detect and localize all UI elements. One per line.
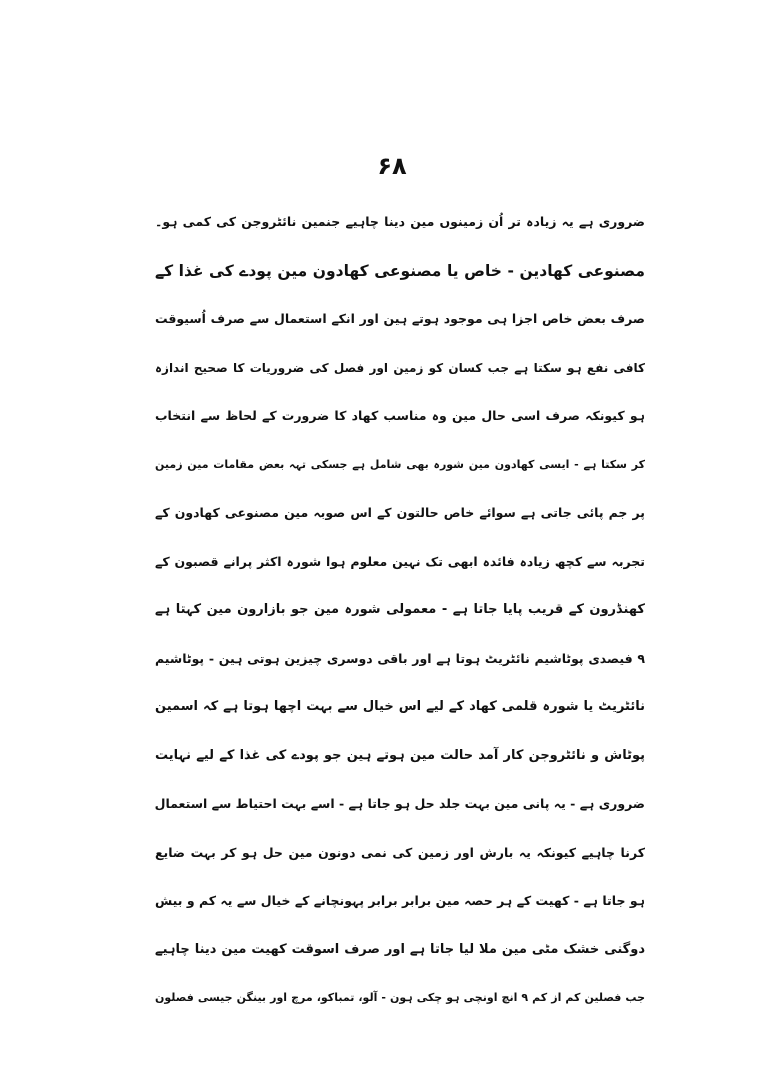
text-line: کر سکتا ہے - ایسی کھادون مین شورہ بھی شامل ہے جسکی تہہ بعض مقامات مین زمین [155, 457, 645, 471]
text-line: کھنڈرون کے قریب پایا جاتا ہے - معمولی شورہ مین جو بازارون مین کہتا ہے [155, 602, 645, 617]
body-text [155, 198, 645, 1023]
text-line: کافی نفع ہو سکتا ہے جب کسان کو زمین اور فصل کی ضروریات کا صحیح اندازہ [155, 360, 645, 375]
text-line: ہو کیونکہ صرف اسی حال مین وہ مناسب کھاد کا ضرورت کے لحاظ سے انتخاب [155, 408, 645, 423]
text-line: تجربہ سے کچھ زیادہ فائدہ ابھی تک نہین معلوم ہوا شورہ اکثر پرانے قصبون کے [155, 553, 645, 569]
text-line: ہو جاتا ہے - کھیت کے ہر حصہ مین برابر برابر پہونچانے کے خیال سے یہ کم و بیش [155, 893, 645, 908]
text-line: کرنا چاہیے کیونکہ یہ بارش اور زمین کی نمی دونون مین حل ہو کر بہت ضایع [155, 844, 645, 860]
text-line: ۹ فیصدی پوٹاشیم نائٹریٹ ہوتا ہے اور باقی دوسری چیزین ہوتی ہین - پوٹاشیم [155, 650, 645, 666]
text-line: ضروری ہے یہ زیادہ تر اُن زمینوں مین دینا چاہیے جنمین نائٹروجن کی کمی ہو۔ [155, 214, 645, 229]
text-line: ضروری ہے - یہ پانی مین بہت جلد حل ہو جاتا ہے - اسے بہت احتیاط سے استعمال [155, 796, 645, 811]
text-line: دوگنی خشک مٹی مین ملا لیا جاتا ہے اور صرف اسوقت کھیت مین دینا چاہیے [155, 941, 645, 957]
text-line: پوٹاش و نائٹروجن کار آمد حالت مین ہوتے ہین جو پودے کی غذا کے لیے نہایت [155, 747, 645, 763]
text-line: جب فصلین کم از کم ۹ انچ اونچی ہو چکی ہون - آلو، تمباکو، مرچ اور بینگن جیسی فصلون [155, 991, 645, 1004]
text-line: پر جم پائی جاتی ہے سوائے خاص حالتون کے اس صوبہ مین مصنوعی کھادون کے [155, 505, 645, 520]
text-line: مصنوعی کھادین - خاص یا مصنوعی کھادون مین پودے کی غذا کے [155, 261, 645, 280]
text-line: صرف بعض خاص اجزا ہی موجود ہوتے ہین اور انکے استعمال سے صرف اُسیوقت [155, 311, 645, 326]
text-line: نائٹریٹ یا شورہ قلمی کھاد کے لیے اس خیال سے بہت اچھا ہوتا ہے کہ اسمین [155, 699, 645, 714]
page-number: ۶۸ [377, 152, 407, 180]
